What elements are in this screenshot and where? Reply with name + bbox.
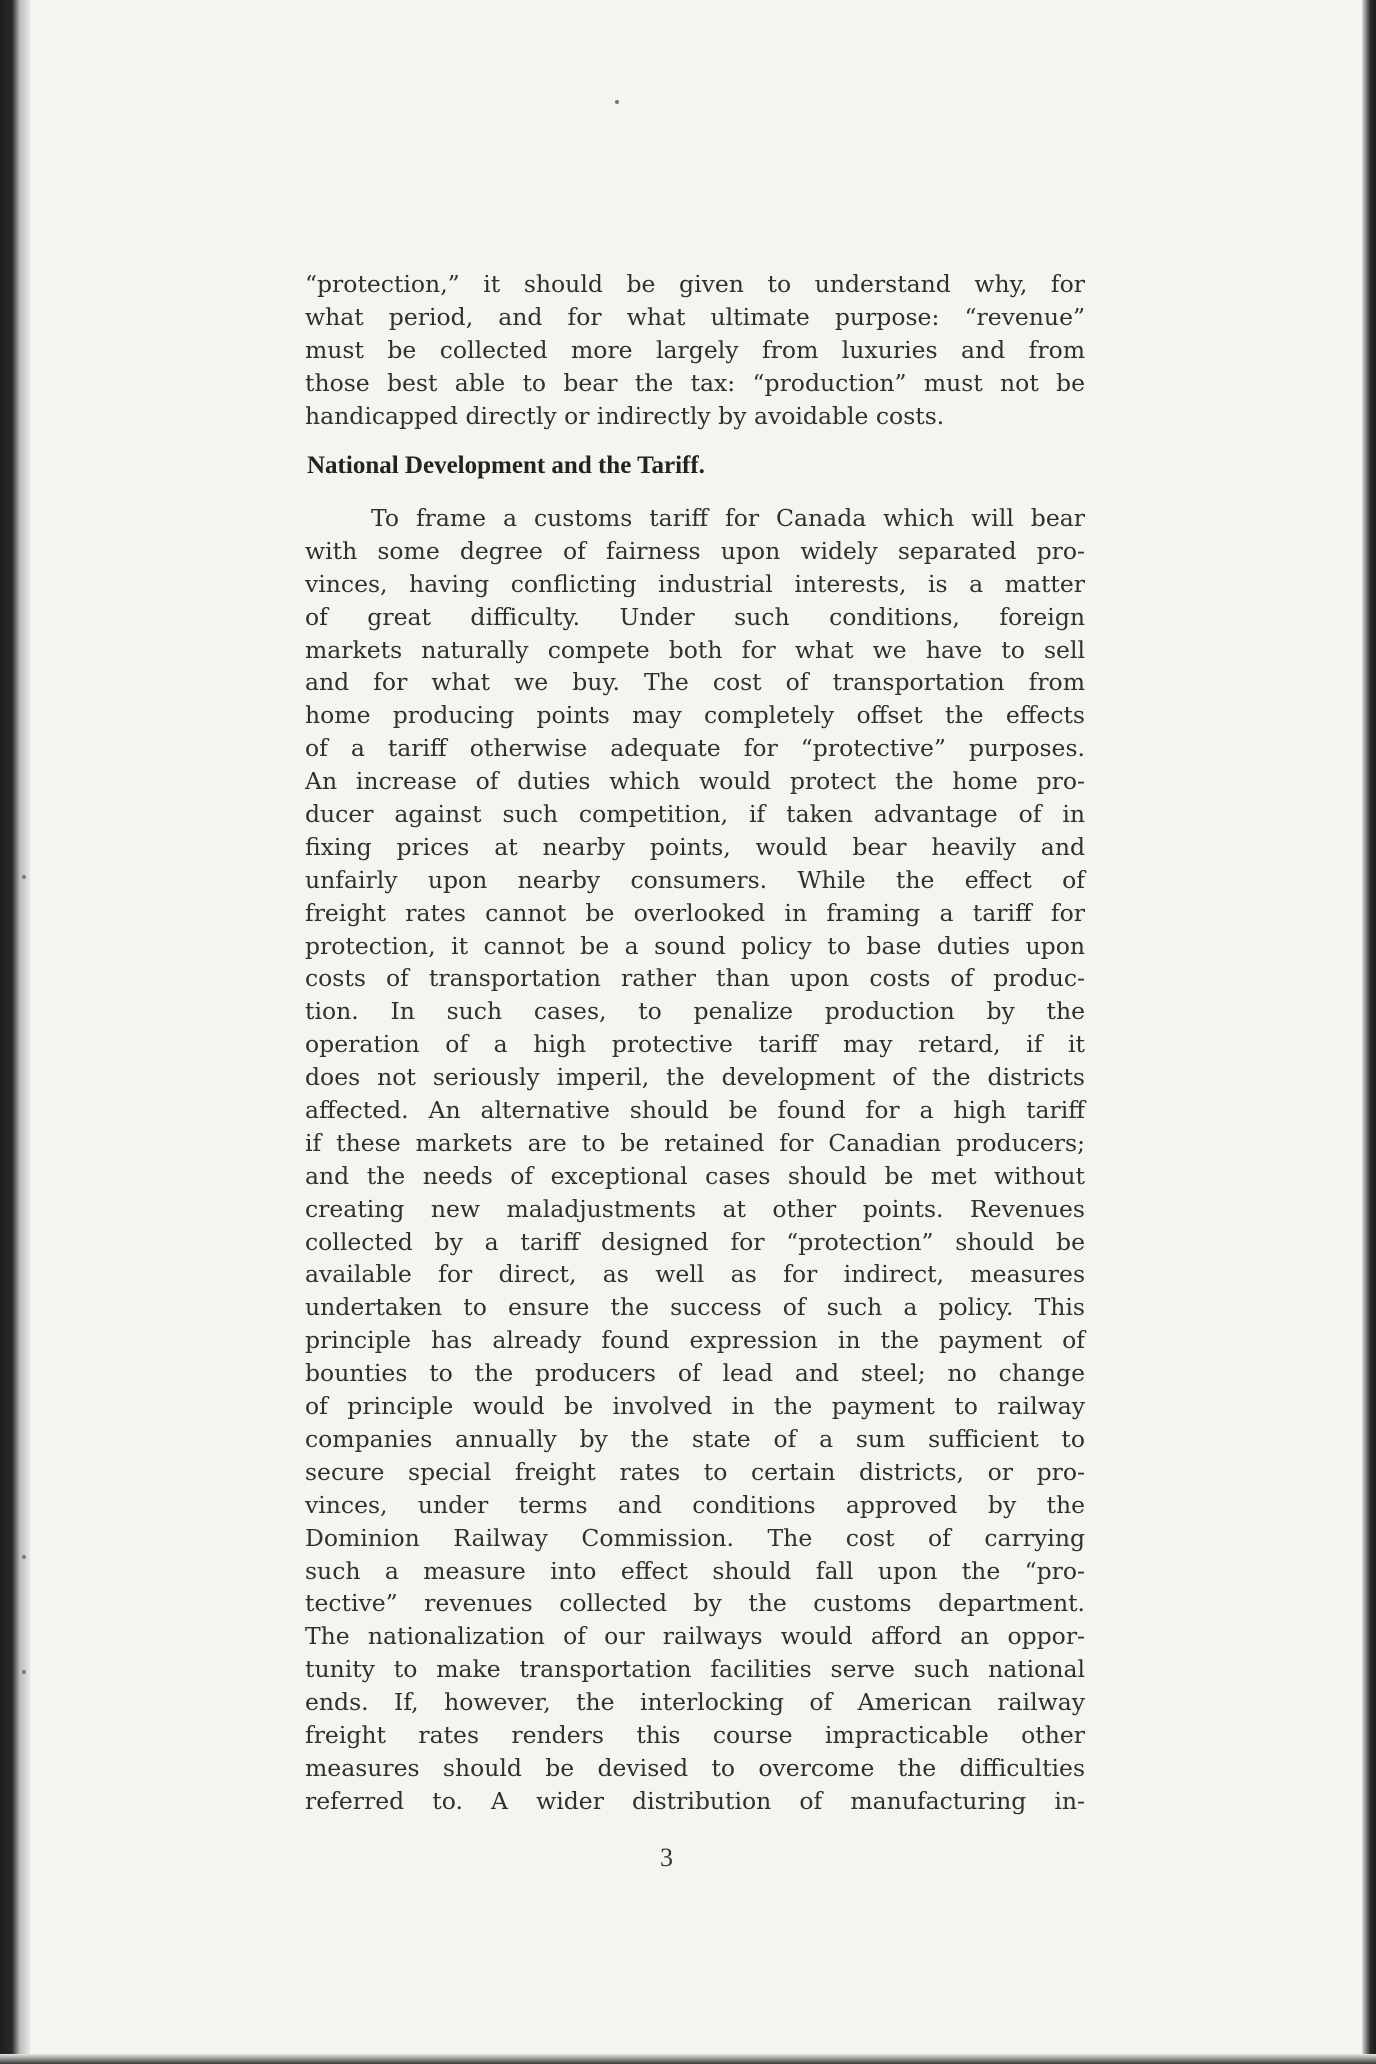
section-heading: National Development and the Tariff. — [307, 452, 705, 479]
text-line: unfairly upon nearby consumers. While the effect of — [305, 865, 1085, 894]
text-line: protection, it cannot be a sound policy to base duties upon — [305, 931, 1085, 960]
text-line: with some degree of fairness upon widely separated pro- — [305, 536, 1085, 565]
text-line: such a measure into effect should fall upon the “pro- — [305, 1556, 1085, 1585]
text-line: must be collected more largely from luxuries and from — [305, 336, 1085, 364]
text-line: if these markets are to be retained for Canadian producers; — [305, 1128, 1085, 1157]
scan-speck — [22, 1555, 26, 1559]
text-line: freight rates cannot be overlooked in framing a tariff for — [305, 898, 1085, 927]
text-line: secure special freight rates to certain districts, or pro- — [305, 1457, 1085, 1486]
text-line: fixing prices at nearby points, would bear heavily and — [305, 832, 1085, 861]
text-line: available for direct, as well as for indirect, measures — [305, 1260, 1085, 1289]
page-right-edge-shadow — [1362, 0, 1376, 2064]
body-paragraph — [305, 502, 1085, 1818]
text-line: and the needs of exceptional cases should be met without — [305, 1161, 1085, 1190]
text-line: affected. An alternative should be found for a high tariff — [305, 1096, 1085, 1125]
continued-paragraph — [305, 268, 1085, 433]
scan-speck — [22, 1670, 26, 1674]
text-line: Dominion Railway Commission. The cost of carrying — [305, 1523, 1085, 1552]
text-line: creating new maladjustments at other points. Revenues — [305, 1194, 1085, 1223]
text-line: vinces, having conflicting industrial interests, is a matter — [305, 569, 1085, 598]
text-line: “protection,” it should be given to understand why, for — [305, 270, 1085, 298]
text-line: what period, and for what ultimate purpose: “revenue” — [305, 303, 1085, 331]
text-line: companies annually by the state of a sum sufficient to — [305, 1424, 1085, 1453]
text-line: of principle would be involved in the payment to railway — [305, 1392, 1085, 1421]
text-line: collected by a tariff designed for “protection” should be — [305, 1227, 1085, 1256]
text-line: measures should be devised to overcome the difficulties — [305, 1753, 1085, 1782]
text-line: undertaken to ensure the success of such a policy. This — [305, 1293, 1085, 1322]
text-line: does not seriously imperil, the development of the districts — [305, 1063, 1085, 1092]
text-line: of great difficulty. Under such conditions, foreign — [305, 602, 1085, 631]
text-line: The nationalization of our railways would afford an oppor- — [305, 1622, 1085, 1651]
text-line: and for what we buy. The cost of transportation from — [305, 668, 1085, 697]
text-line: ends. If, however, the interlocking of American railway — [305, 1688, 1085, 1717]
text-line: operation of a high protective tariff may retard, if it — [305, 1030, 1085, 1059]
text-line: home producing points may completely offset the effects — [305, 701, 1085, 730]
text-line: tion. In such cases, to penalize production by the — [305, 997, 1085, 1026]
scan-speck — [615, 100, 619, 104]
book-spine-shadow — [0, 0, 30, 2064]
text-line: To frame a customs tariff for Canada which will bear — [371, 504, 1085, 532]
page-bottom-edge-shadow — [0, 2054, 1376, 2064]
text-line: vinces, under terms and conditions approved by the — [305, 1490, 1085, 1519]
text-line: those best able to bear the tax: “production” must not be — [305, 369, 1085, 397]
scan-speck — [22, 875, 26, 879]
text-line: ducer against such competition, if taken advantage of in — [305, 800, 1085, 829]
text-line: handicapped directly or indirectly by avoidable costs. — [305, 402, 945, 430]
text-line: markets naturally compete both for what we have to sell — [305, 635, 1085, 664]
text-line: tective” revenues collected by the customs department. — [305, 1589, 1085, 1618]
text-line: costs of transportation rather than upon costs of produc- — [305, 964, 1085, 993]
page-number: 3 — [660, 1843, 673, 1872]
text-line: bounties to the producers of lead and steel; no change — [305, 1359, 1085, 1388]
text-line: referred to. A wider distribution of manufacturing in- — [305, 1786, 1085, 1815]
text-line: An increase of duties which would protect the home pro- — [305, 767, 1085, 796]
text-line: of a tariff otherwise adequate for “protective” purposes. — [305, 734, 1085, 763]
text-line: freight rates renders this course impracticable other — [305, 1720, 1085, 1749]
text-line: principle has already found expression in the payment of — [305, 1326, 1085, 1355]
text-line: tunity to make transportation facilities serve such national — [305, 1655, 1085, 1684]
